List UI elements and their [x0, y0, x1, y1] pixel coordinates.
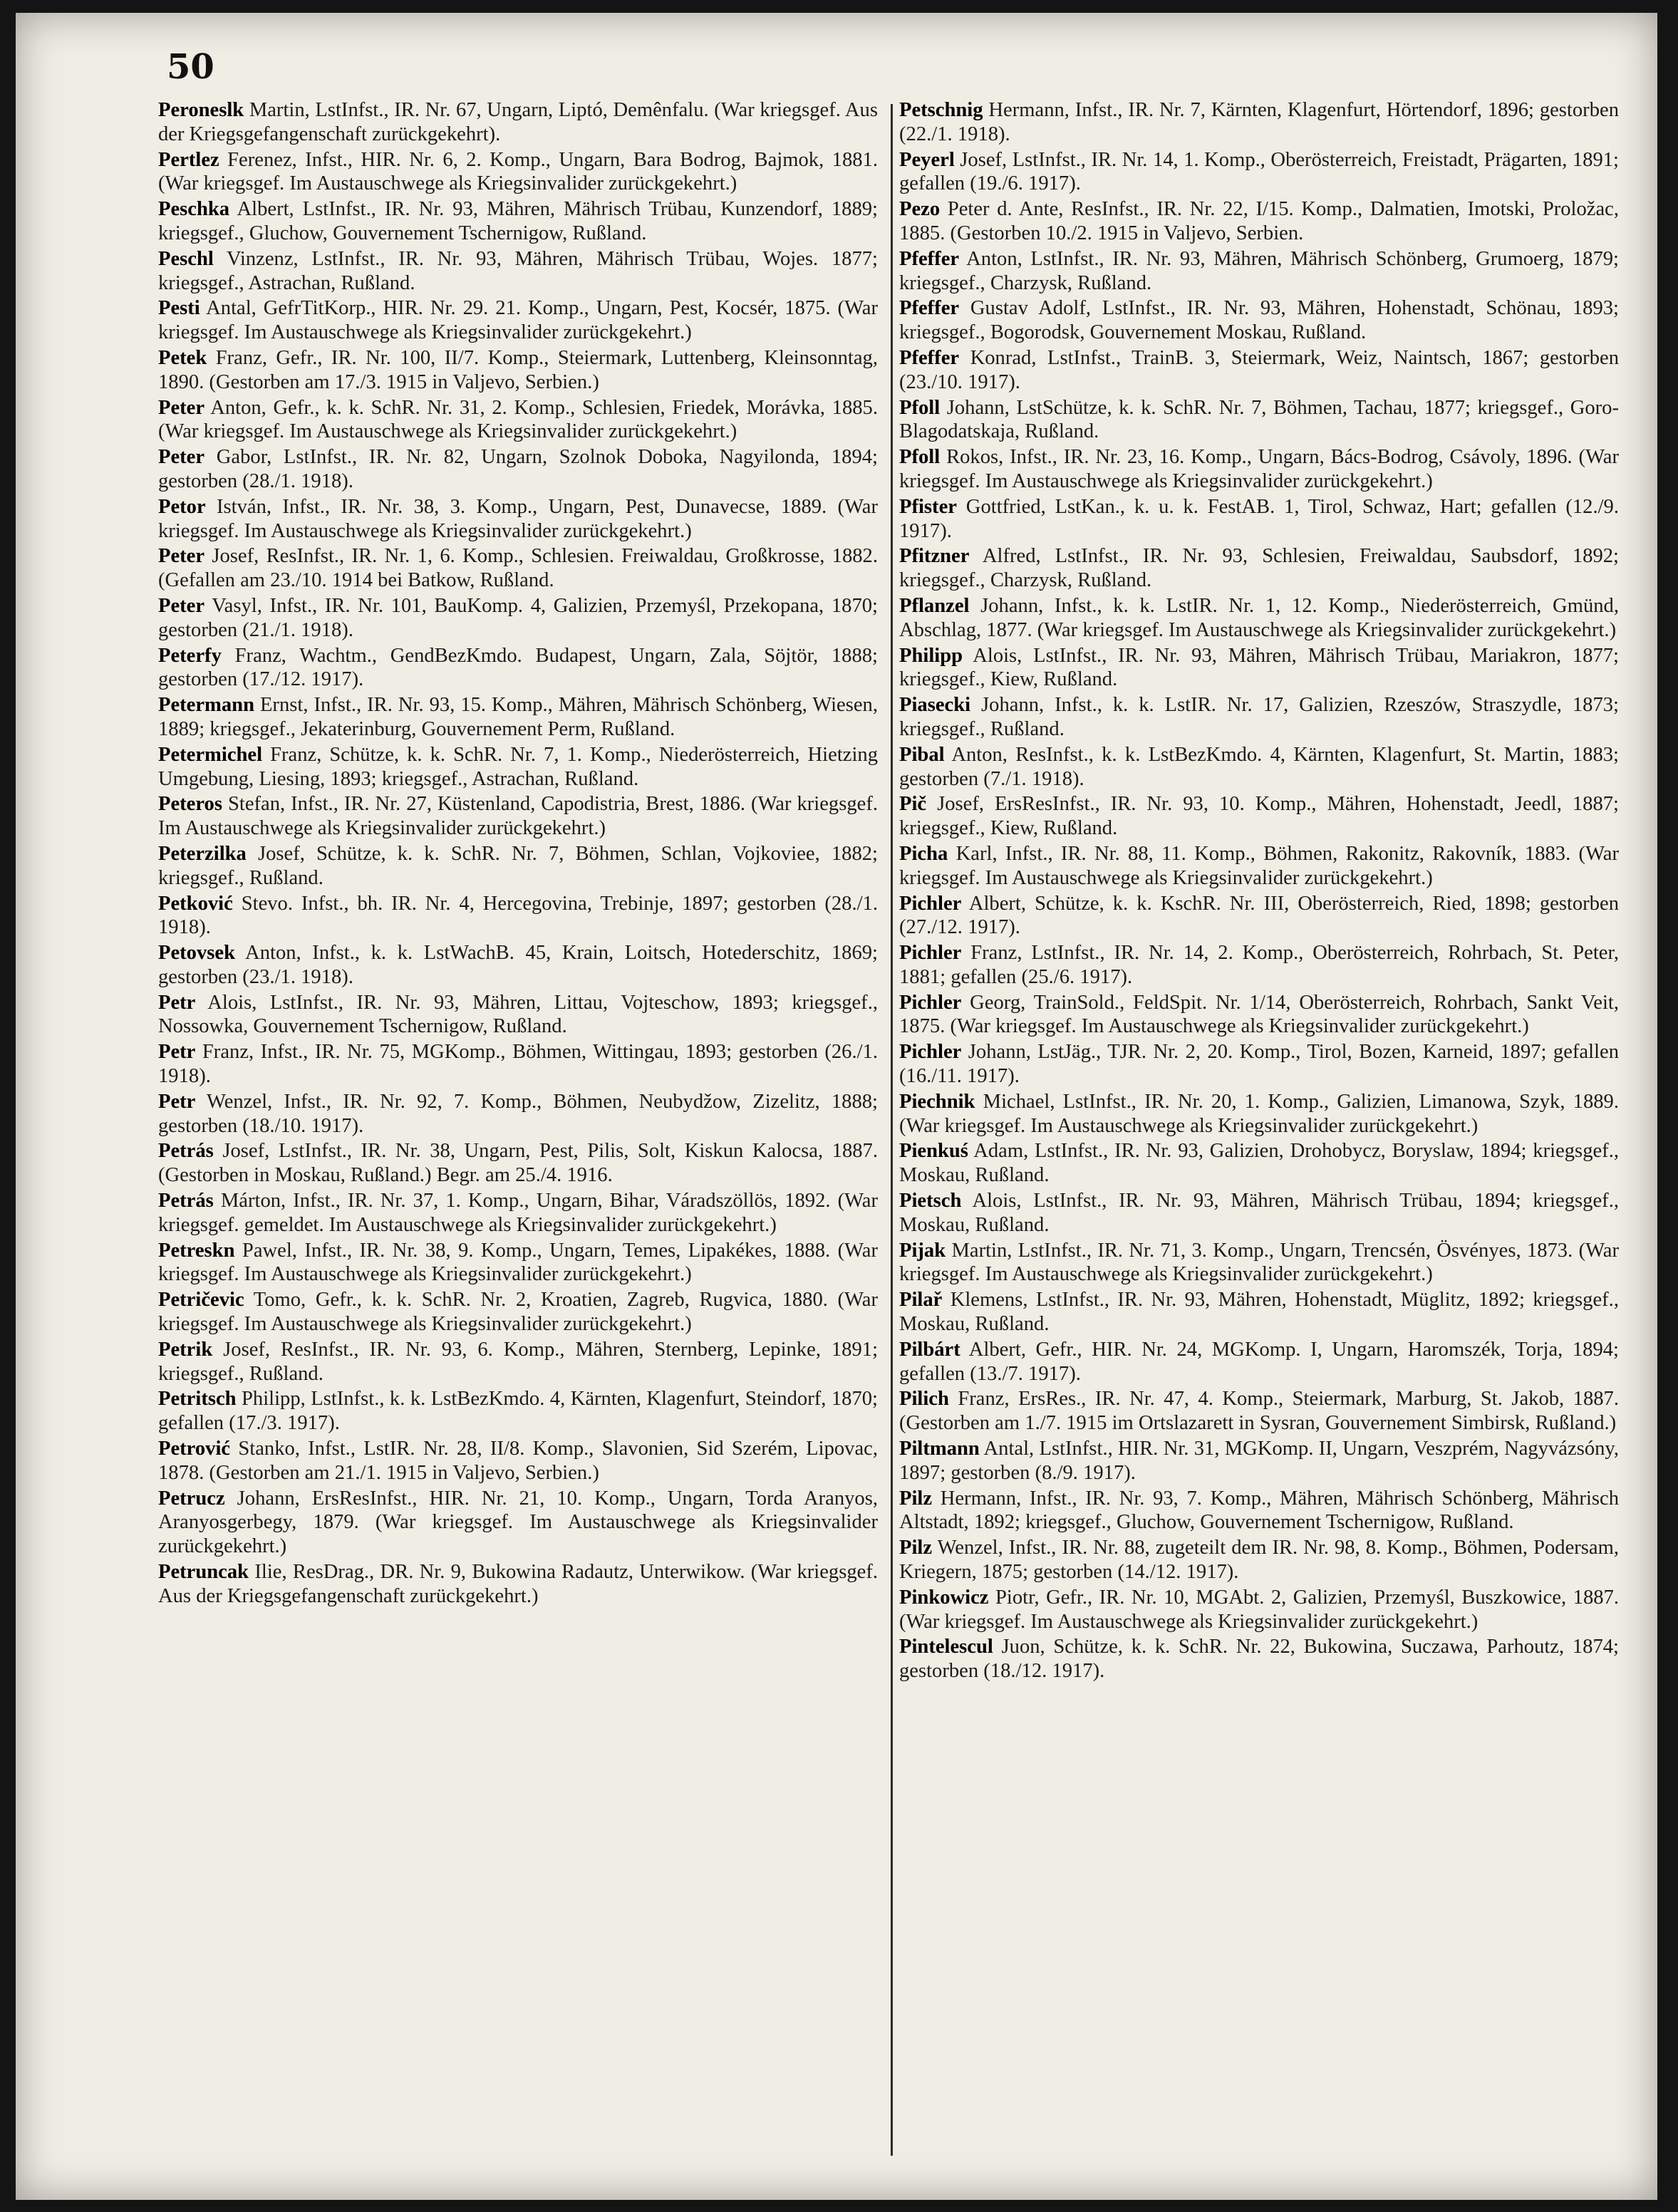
entry-details: Johann, Infst., k. k. LstIR. Nr. 17, Galizien, Rzeszów, Straszydle, 1873; kriegsgef., Rußland. [899, 694, 1620, 740]
register-entry [899, 1387, 1619, 1435]
entry-details: Gabor, LstInfst., IR. Nr. 82, Ungarn, Szolnok Doboka, Nagyilonda, 1894; gestorben (28./1. 1918). [158, 446, 878, 492]
entry-details: Vinzenz, LstInfst., IR. Nr. 93, Mähren, Mährisch Trübau, Wojes. 1877; kriegsgef., Astrachan, Rußland. [158, 247, 878, 294]
register-entry [158, 495, 878, 544]
entry-surname: Pintelescul [899, 1636, 993, 1658]
register-entry [899, 1437, 1619, 1485]
register-entry [158, 1239, 878, 1287]
register-entry [158, 1560, 878, 1609]
register-entry [158, 1139, 878, 1188]
entry-surname: Piechnik [899, 1090, 975, 1113]
entry-surname: Pfeffer [899, 247, 960, 270]
entry-surname: Pinkowicz [899, 1586, 989, 1609]
entry-details: Franz, ErsRes., IR. Nr. 47, 4. Komp., Steiermark, Marburg, St. Jakob, 1887. (Gestorben am 1./7. 1915 im Ortslazarett in Sysran, Gouvernement Simbirsk, Rußland.) [899, 1388, 1619, 1435]
entry-details: Josef, LstInfst., IR. Nr. 14, 1. Komp., Oberösterreich, Freistadt, Prägarten, 1891; gefallen (19./6. 1917). [899, 148, 1620, 195]
entry-details: Josef, LstInfst., IR. Nr. 38, Ungarn, Pest, Pilis, Solt, Kiskun Kalocsa, 1887. (Gestorben in Moskau, Rußland.) Begr. am 25./4. 1916. [158, 1140, 878, 1187]
register-entry [899, 296, 1619, 345]
entry-details: Josef, ResInfst., IR. Nr. 1, 6. Komp., Schlesien. Freiwaldau, Großkrosse, 1882. (Gefallen am 23./10. 1914 bei Batkow, Rußland. [158, 545, 878, 592]
entry-surname: Petrás [158, 1190, 214, 1213]
entry-details: Johann, LstJäg., TJR. Nr. 2, 20. Komp., Tirol, Bozen, Karneid, 1897; gefallen (16./11. 1917). [899, 1041, 1619, 1088]
entry-surname: Peschl [158, 247, 214, 270]
entry-surname: Piltmann [899, 1438, 980, 1460]
entry-surname: Peterzilka [158, 842, 247, 865]
entry-details: Gottfried, LstKan., k. u. k. FestAB. 1, Tirol, Schwaz, Hart; gefallen (12./9. 1917). [899, 495, 1619, 542]
entry-surname: Pfoll [899, 446, 941, 469]
entry-surname: Peterfy [158, 644, 222, 667]
entry-surname: Pienkuś [899, 1140, 968, 1163]
entry-details: Gustav Adolf, LstInfst., IR. Nr. 93, Mähren, Hohenstadt, Schönau, 1893; kriegsgef., Bogorodsk, Gouvernement Moskau, Rußland. [899, 297, 1619, 344]
entry-details: Anton, Gefr., k. k. SchR. Nr. 31, 2. Komp., Schlesien, Friedek, Morávka, 1885. (War kriegsgef. Im Austauschwege als Kriegsinvalider zurückgekehrt.) [158, 396, 878, 443]
entry-surname: Pfoll [899, 396, 941, 419]
entry-details: Márton, Infst., IR. Nr. 37, 1. Komp., Ungarn, Bihar, Váradszöllös, 1892. (War kriegsgef. gemeldet. Im Austauschwege als Kriegsinvalider zurückgekehrt.) [158, 1190, 879, 1236]
entry-details: Alfred, LstInfst., IR. Nr. 93, Schlesien, Freiwaldau, Saubsdorf, 1892; kriegsgef., Charzysk, Rußland. [899, 545, 1619, 592]
entry-details: Josef, ResInfst., IR. Nr. 93, 6. Komp., Mähren, Sternberg, Lepinke, 1891; kriegsgef., Rußland. [158, 1338, 879, 1385]
entry-surname: Petschnig [899, 99, 983, 121]
entry-surname: Pfeffer [899, 346, 960, 369]
entry-details: Rokos, Infst., IR. Nr. 23, 16. Komp., Ungarn, Bács-Bodrog, Csávoly, 1896. (War kriegsgef. Im Austauschwege als Kriegsinvalider zurückgekehrt.) [899, 446, 1619, 492]
register-entry [899, 544, 1619, 593]
entry-surname: Pilař [899, 1289, 943, 1312]
entry-details: Georg, TrainSold., FeldSpit. Nr. 1/14, Oberösterreich, Rohrbach, Sankt Veit, 1875. (War kriegsgef. Im Austauschwege als Kriegsinvalider zurückgekehrt.) [899, 991, 1619, 1038]
entry-surname: Pfeffer [899, 297, 960, 320]
entry-details: Martin, LstInfst., IR. Nr. 71, 3. Komp., Ungarn, Trencsén, Ösvényes, 1873. (War kriegsgef. Im Austauschwege als Kriegsinvalider zurückgekehrt.) [899, 1239, 1619, 1286]
entry-details: Wenzel, Infst., IR. Nr. 92, 7. Komp., Böhmen, Neubydžow, Zizelitz, 1888; gestorben (18./10. 1917). [158, 1090, 878, 1137]
register-entry [158, 644, 878, 692]
register-entry [899, 1040, 1619, 1089]
entry-surname: Pič [899, 793, 927, 816]
entry-surname: Peyerl [899, 148, 955, 171]
register-entry [899, 743, 1619, 791]
entry-details: Piotr, Gefr., IR. Nr. 10, MGAbt. 2, Galizien, Przemyśl, Buszkowice, 1887. (War kriegsgef. Im Austauschwege als Kriegsinvalider zurückgekehrt.) [899, 1586, 1620, 1633]
register-entry [899, 445, 1619, 494]
entry-details: Philipp, LstInfst., k. k. LstBezKmdo. 4, Kärnten, Klagenfurt, Steindorf, 1870; gefallen (17./3. 1917). [158, 1388, 878, 1435]
register-entry [899, 1189, 1619, 1237]
entry-surname: Petermann [158, 694, 254, 717]
entry-details: Franz, Infst., IR. Nr. 75, MGKomp., Böhmen, Wittingau, 1893; gestorben (26./1. 1918). [158, 1041, 878, 1088]
entry-surname: Pilz [899, 1537, 933, 1559]
entry-details: Franz, Gefr., IR. Nr. 100, II/7. Komp., Steiermark, Luttenberg, Kleinsonntag, 1890. (Gestorben am 17./3. 1915 in Valjevo, Serbien.) [158, 346, 878, 393]
entry-surname: Peroneslk [158, 99, 244, 121]
column-divider [891, 104, 893, 2156]
entry-surname: Pijak [899, 1239, 946, 1262]
entry-details: Konrad, LstInfst., TrainB. 3, Steiermark, Weiz, Naintsch, 1867; gestorben (23./10. 1917). [899, 346, 1619, 393]
entry-details: Alois, LstInfst., IR. Nr. 93, Mähren, Littau, Vojteschow, 1893; kriegsgef., Nossowka, Gouvernement Tschernigow, Rußland. [158, 991, 878, 1038]
entry-details: Klemens, LstInfst., IR. Nr. 93, Mähren, Hohenstadt, Müglitz, 1892; kriegsgef., Moskau, Rußland. [899, 1289, 1619, 1336]
register-entry [158, 792, 878, 841]
entry-surname: Pfister [899, 495, 957, 518]
entry-details: Franz, LstInfst., IR. Nr. 14, 2. Komp., Oberösterreich, Rohrbach, St. Peter, 1881; gefallen (25./6. 1917). [899, 942, 1619, 988]
entry-surname: Pilbárt [899, 1338, 960, 1361]
entry-surname: Petreskn [158, 1239, 235, 1262]
entry-details: Adam, LstInfst., IR. Nr. 93, Galizien, Drohobycz, Boryslaw, 1894; kriegsgef., Moskau, Rußland. [899, 1140, 1619, 1187]
entry-surname: Pesti [158, 297, 200, 320]
entry-details: Alois, LstInfst., IR. Nr. 93, Mähren, Mährisch Trübau, Mariakron, 1877; kriegsgef., Kiew, Rußland. [899, 644, 1619, 691]
register-entry [899, 247, 1619, 296]
entry-surname: Petermichel [158, 743, 263, 766]
entry-surname: Petrucz [158, 1487, 225, 1510]
register-entry [899, 842, 1619, 890]
entry-details: Albert, LstInfst., IR. Nr. 93, Mähren, Mährisch Trübau, Kunzendorf, 1889; kriegsgef., Gluchow, Gouvernement Tschernigow, Rußland. [158, 198, 879, 244]
register-entry [158, 842, 878, 890]
entry-surname: Petritsch [158, 1388, 237, 1411]
register-entry [899, 941, 1619, 990]
register-entry [158, 247, 878, 296]
entry-surname: Peter [158, 594, 205, 617]
entry-details: Franz, Wachtm., GendBezKmdo. Budapest, Ungarn, Zala, Söjtör, 1888; gestorben (17./12. 1917). [158, 644, 879, 691]
entry-surname: Pichler [899, 892, 962, 915]
register-entry [158, 941, 878, 990]
register-entry [899, 148, 1619, 197]
entry-details: Stevo. Infst., bh. IR. Nr. 4, Hercegovina, Trebinje, 1897; gestorben (28./1. 1918). [158, 892, 878, 939]
register-entry [158, 445, 878, 494]
entry-details: Anton, LstInfst., IR. Nr. 93, Mähren, Mährisch Schönberg, Grumoerg, 1879; kriegsgef., Charzysk, Rußland. [899, 247, 1619, 294]
entry-surname: Picha [899, 842, 948, 865]
entry-surname: Petrás [158, 1140, 214, 1163]
register-entry [158, 197, 878, 246]
register-entry [899, 1288, 1619, 1336]
register-entry [158, 1090, 878, 1138]
document-page [16, 13, 1657, 2200]
entry-details: Vasyl, Infst., IR. Nr. 101, BauKomp. 4, Galizien, Przemyśl, Przekopana, 1870; gestorben (21./1. 1918). [158, 594, 878, 641]
entry-surname: Pfitzner [899, 545, 970, 568]
register-entry [899, 792, 1619, 841]
register-entry [899, 1090, 1619, 1138]
entry-surname: Pichler [899, 942, 962, 965]
entry-details: Johann, LstSchütze, k. k. SchR. Nr. 7, Böhmen, Tachau, 1877; kriegsgef., Goro-Blagodatskaja, Rußland. [899, 396, 1619, 443]
register-entry [899, 346, 1619, 395]
register-entry [158, 1040, 878, 1089]
entry-surname: Petr [158, 991, 196, 1014]
entry-details: Josef, Schütze, k. k. SchR. Nr. 7, Böhmen, Schlan, Vojkoviee, 1882; kriegsgef., Rußland. [158, 842, 878, 889]
register-entry [899, 98, 1619, 147]
entry-surname: Peter [158, 545, 205, 568]
entry-surname: Pilich [899, 1388, 949, 1411]
entry-details: Johann, Infst., k. k. LstIR. Nr. 1, 12. Komp., Niederösterreich, Gmünd, Abschlag, 1877. (War kriegsgef. Im Austauschwege als Kriegsinvalider zurückgekehrt.) [899, 594, 1619, 641]
register-entry [158, 1387, 878, 1435]
entry-details: Pawel, Infst., IR. Nr. 38, 9. Komp., Ungarn, Temes, Lipakékes, 1888. (War kriegsgef. Im Austauschwege als Kriegsinvalider zurückgekehrt.) [158, 1239, 878, 1286]
register-entry [899, 1635, 1619, 1683]
entry-surname: Pibal [899, 743, 945, 766]
register-entry [158, 743, 878, 791]
register-entry [899, 1536, 1619, 1584]
entry-details: Antal, GefrTitKorp., HIR. Nr. 29. 21. Komp., Ungarn, Pest, Kocsér, 1875. (War kriegsgef. Im Austauschwege als Kriegsinvalider zurückgekehrt.) [158, 297, 878, 344]
entry-details: Michael, LstInfst., IR. Nr. 20, 1. Komp., Galizien, Limanowa, Szyk, 1889. (War kriegsgef. Im Austauschwege als Kriegsinvalider zurückgekehrt.) [899, 1090, 1619, 1137]
entry-details: Stefan, Infst., IR. Nr. 27, Küstenland, Capodistria, Brest, 1886. (War kriegsgef. Im Austauschwege als Kriegsinvalider zurückgekehrt.) [158, 793, 878, 840]
register-entry [158, 892, 878, 940]
page-number: 50 [167, 47, 214, 87]
register-entry [899, 1239, 1619, 1287]
entry-surname: Petričevic [158, 1289, 244, 1312]
register-entry [158, 396, 878, 445]
entry-details: Juon, Schütze, k. k. SchR. Nr. 22, Bukowina, Suczawa, Parhoutz, 1874; gestorben (18./12. 1917). [899, 1636, 1619, 1683]
register-entry [899, 693, 1619, 742]
entry-details: Peter d. Ante, ResInfst., IR. Nr. 22, I/15. Komp., Dalmatien, Imotski, Proložac, 1885. (Gestorben 10./2. 1915 in Valjevo, Serbien. [899, 198, 1620, 244]
entry-details: Albert, Schütze, k. k. KschR. Nr. III, Oberösterreich, Ried, 1898; gestorben (27./12. 1917). [899, 892, 1619, 939]
register-entry [899, 495, 1619, 544]
entry-details: Martin, LstInfst., IR. Nr. 67, Ungarn, Liptó, Demênfalu. (War kriegsgef. Aus der Kriegsgefangenschaft zurückgekehrt). [158, 99, 878, 145]
register-entry [158, 148, 878, 197]
register-entry [899, 991, 1619, 1039]
register-entry [899, 1487, 1619, 1535]
left-column [158, 98, 878, 1610]
entry-details: Albert, Gefr., HIR. Nr. 24, MGKomp. I, Ungarn, Haromszék, Torja, 1894; gefallen (13./7. 1917). [899, 1338, 1619, 1385]
register-entry [899, 396, 1619, 445]
register-entry [158, 98, 878, 147]
entry-surname: Pflanzel [899, 594, 970, 617]
entry-details: Antal, LstInfst., HIR. Nr. 31, MGKomp. II, Ungarn, Veszprém, Nagyvázsóny, 1897; gestorben (8./9. 1917). [899, 1438, 1619, 1484]
entry-surname: Philipp [899, 644, 963, 667]
register-entry [899, 892, 1619, 940]
entry-surname: Pichler [899, 1041, 962, 1064]
register-entry [158, 1189, 878, 1237]
entry-surname: Petrović [158, 1438, 231, 1460]
register-entry [158, 544, 878, 593]
entry-surname: Pietsch [899, 1190, 962, 1213]
entry-details: Anton, ResInfst., k. k. LstBezKmdo. 4, Kärnten, Klagenfurt, St. Martin, 1883; gestorben (7./1. 1918). [899, 743, 1619, 790]
register-entry [899, 644, 1619, 692]
entry-surname: Petek [158, 346, 207, 369]
register-entry [899, 1139, 1619, 1188]
entry-surname: Piasecki [899, 694, 971, 717]
entry-surname: Petor [158, 495, 206, 518]
entry-details: Johann, ErsResInfst., HIR. Nr. 21, 10. Komp., Ungarn, Torda Aranyos, Aranyosgerbegy, 1879. (War kriegsgef. Im Austauschwege als Kriegsinvalider zurückgekehrt.) [158, 1487, 878, 1558]
register-entry [158, 1437, 878, 1485]
register-entry [158, 1487, 878, 1559]
entry-details: Hermann, Infst., IR. Nr. 93, 7. Komp., Mähren, Mährisch Schönberg, Mährisch Altstadt, 1892; kriegsgef., Gluchow, Gouvernement Tschernigow, Rußland. [899, 1487, 1619, 1534]
entry-surname: Pertlez [158, 148, 219, 171]
entry-details: Karl, Infst., IR. Nr. 88, 11. Komp., Böhmen, Rakonitz, Rakovník, 1883. (War kriegsgef. Im Austauschwege als Kriegsinvalider zurückgekehrt.) [899, 842, 1619, 889]
entry-surname: Petovsek [158, 942, 235, 965]
register-entry [158, 1288, 878, 1336]
register-entry [158, 346, 878, 395]
right-column [899, 98, 1619, 1685]
entry-surname: Peter [158, 446, 205, 469]
entry-details: Tomo, Gefr., k. k. SchR. Nr. 2, Kroatien, Zagreb, Rugvica, 1880. (War kriegsgef. Im Austauschwege als Kriegsinvalider zurückgekehrt.) [158, 1289, 878, 1336]
entry-details: Anton, Infst., k. k. LstWachB. 45, Krain, Loitsch, Hotederschitz, 1869; gestorben (23./1. 1918). [158, 942, 878, 988]
register-entry [158, 693, 878, 742]
entry-surname: Peteros [158, 793, 222, 816]
entry-surname: Pilz [899, 1487, 933, 1510]
entry-surname: Peschka [158, 198, 230, 221]
entry-surname: Petković [158, 892, 233, 915]
entry-surname: Petrik [158, 1338, 213, 1361]
entry-details: Stanko, Infst., LstIR. Nr. 28, II/8. Komp., Slavonien, Sid Szerém, Lipovac, 1878. (Gestorben am 21./1. 1915 in Valjevo, Serbien.) [158, 1438, 878, 1484]
entry-details: Franz, Schütze, k. k. SchR. Nr. 7, 1. Komp., Niederösterreich, Hietzing Umgebung, Liesing, 1893; kriegsgef., Astrachan, Rußland. [158, 743, 878, 790]
register-entry [158, 1338, 878, 1386]
register-entry [899, 1586, 1619, 1634]
entry-surname: Pichler [899, 991, 962, 1014]
entry-details: Ernst, Infst., IR. Nr. 93, 15. Komp., Mähren, Mährisch Schönberg, Wiesen, 1889; kriegsgef., Jekaterinburg, Gouvernement Perm, Rußland. [158, 694, 878, 740]
register-entry [899, 1338, 1619, 1386]
register-entry [899, 594, 1619, 643]
entry-details: Wenzel, Infst., IR. Nr. 88, zugeteilt dem IR. Nr. 98, 8. Komp., Böhmen, Podersam, Kriegern, 1875; gestorben (14./12. 1917). [899, 1537, 1619, 1584]
entry-details: Ilie, ResDrag., DR. Nr. 9, Bukowina Radautz, Unterwikow. (War kriegsgef. Aus der Kriegsgefangenschaft zurückgekehrt.) [158, 1561, 878, 1607]
register-entry [899, 197, 1619, 246]
entry-details: Josef, ErsResInfst., IR. Nr. 93, 10. Komp., Mähren, Hohenstadt, Jeedl, 1887; kriegsgef., Kiew, Rußland. [899, 793, 1619, 840]
entry-surname: Petr [158, 1090, 196, 1113]
entry-surname: Pezo [899, 198, 941, 221]
entry-surname: Petr [158, 1041, 196, 1064]
register-entry [158, 991, 878, 1039]
entry-surname: Petruncak [158, 1561, 249, 1584]
entry-details: Ferenez, Infst., HIR. Nr. 6, 2. Komp., Ungarn, Bara Bodrog, Bajmok, 1881. (War kriegsgef. Im Austauschwege als Kriegsinvalider zurückgekehrt.) [158, 148, 878, 195]
register-entry [158, 594, 878, 643]
entry-surname: Peter [158, 396, 205, 419]
register-entry [158, 296, 878, 345]
entry-details: Hermann, Infst., IR. Nr. 7, Kärnten, Klagenfurt, Hörtendorf, 1896; gestorben (22./1. 1918). [899, 99, 1619, 145]
entry-details: István, Infst., IR. Nr. 38, 3. Komp., Ungarn, Pest, Dunavecse, 1889. (War kriegsgef. Im Austauschwege als Kriegsinvalider zurückgekehrt.) [158, 495, 878, 542]
entry-details: Alois, LstInfst., IR. Nr. 93, Mähren, Mährisch Trübau, 1894; kriegsgef., Moskau, Rußland. [899, 1190, 1619, 1236]
